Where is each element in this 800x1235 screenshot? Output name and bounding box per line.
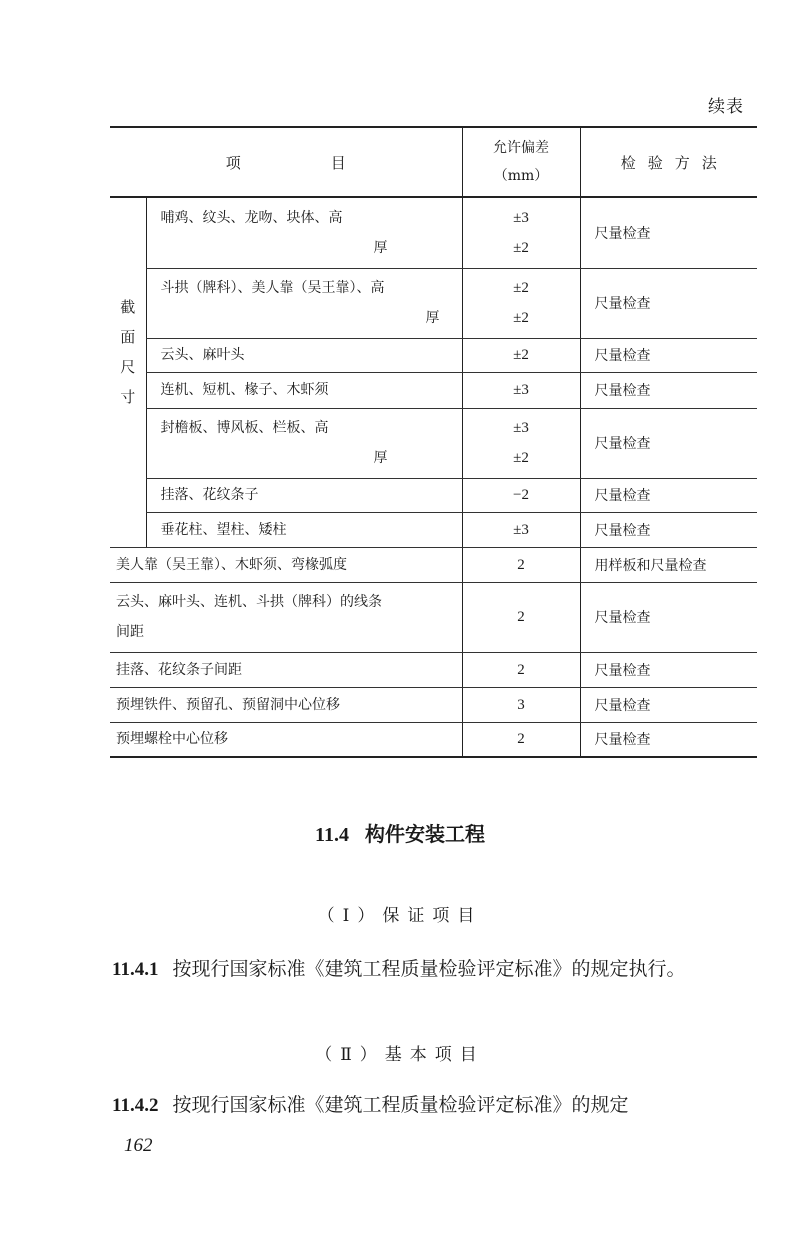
tolerance-cell: 2: [462, 652, 580, 687]
table-row: [110, 722, 757, 757]
item-cell: 预埋铁件、预留孔、预留洞中心位移: [110, 687, 462, 722]
table-row: [110, 268, 757, 338]
table-row: [110, 652, 757, 687]
tolerance-cell: 2: [462, 547, 580, 582]
item-cell: 美人靠（吴王靠）、木虾须、弯椽弧度: [110, 547, 462, 582]
table-row: [110, 512, 757, 547]
subsection-heading-guarantee: （Ⅰ）保证项目: [317, 906, 483, 926]
item-cell: 封檐板、博风板、栏板、高 厚: [146, 408, 462, 478]
method-cell: 尺量检查: [580, 582, 757, 652]
tolerance-cell: ±3 ±2: [462, 408, 580, 478]
item-cell: 预埋螺栓中心位移: [110, 722, 462, 757]
table-header-row: [110, 127, 757, 197]
continuation-label: 续表: [708, 97, 744, 117]
table-row: [110, 687, 757, 722]
method-cell: 尺量检查: [580, 652, 757, 687]
method-cell: 尺量检查: [580, 722, 757, 757]
table-row: [110, 478, 757, 512]
method-cell: 尺量检查: [580, 372, 757, 408]
item-cell: 斗拱（牌科）、美人靠（吴王靠）、高 厚: [146, 268, 462, 338]
section-heading: 11.4 构件安装工程: [315, 822, 485, 846]
item-cell: 云头、麻叶头、连机、斗拱（牌科）的线条 间距: [110, 582, 462, 652]
tolerance-cell: −2: [462, 478, 580, 512]
table-row: [110, 547, 757, 582]
item-cell: 云头、麻叶头: [146, 338, 462, 372]
subsection-heading-basic: （Ⅱ）基本项目: [315, 1045, 485, 1065]
table-row: [110, 582, 757, 652]
tolerance-table: [110, 126, 757, 758]
tolerance-cell: 3: [462, 687, 580, 722]
header-method: 检验方法: [580, 127, 757, 197]
method-cell: 尺量检查: [580, 197, 757, 268]
item-cell: 哺鸡、纹头、龙吻、块体、高 厚: [146, 197, 462, 268]
method-cell: 尺量检查: [580, 268, 757, 338]
page-number: 162: [124, 1135, 153, 1156]
method-cell: 尺量检查: [580, 478, 757, 512]
table-row: [110, 197, 757, 268]
tolerance-cell: 2: [462, 582, 580, 652]
method-cell: 尺量检查: [580, 408, 757, 478]
tolerance-cell: ±3: [462, 372, 580, 408]
header-item: 项 目: [110, 127, 462, 197]
method-cell: 尺量检查: [580, 687, 757, 722]
group-label-section-size: 截 面 尺 寸: [110, 197, 146, 547]
item-cell: 连机、短机、椽子、木虾须: [146, 372, 462, 408]
table-row: [110, 408, 757, 478]
item-cell: 垂花柱、望柱、矮柱: [146, 512, 462, 547]
table-row: [110, 338, 757, 372]
method-cell: 尺量检查: [580, 512, 757, 547]
item-cell: 挂落、花纹条子间距: [110, 652, 462, 687]
clause-11-4-2: 11.4.2 按现行国家标准《建筑工程质量检验评定标准》的规定: [112, 1094, 629, 1116]
tolerance-cell: ±2 ±2: [462, 268, 580, 338]
tolerance-cell: ±3: [462, 512, 580, 547]
tolerance-cell: ±2: [462, 338, 580, 372]
method-cell: 用样板和尺量检查: [580, 547, 757, 582]
tolerance-cell: ±3 ±2: [462, 197, 580, 268]
table-row: [110, 372, 757, 408]
header-tolerance: 允许偏差 （mm）: [462, 127, 580, 197]
tolerance-cell: 2: [462, 722, 580, 757]
clause-11-4-1: 11.4.1 按现行国家标准《建筑工程质量检验评定标准》的规定执行。: [112, 958, 686, 980]
item-cell: 挂落、花纹条子: [146, 478, 462, 512]
method-cell: 尺量检查: [580, 338, 757, 372]
